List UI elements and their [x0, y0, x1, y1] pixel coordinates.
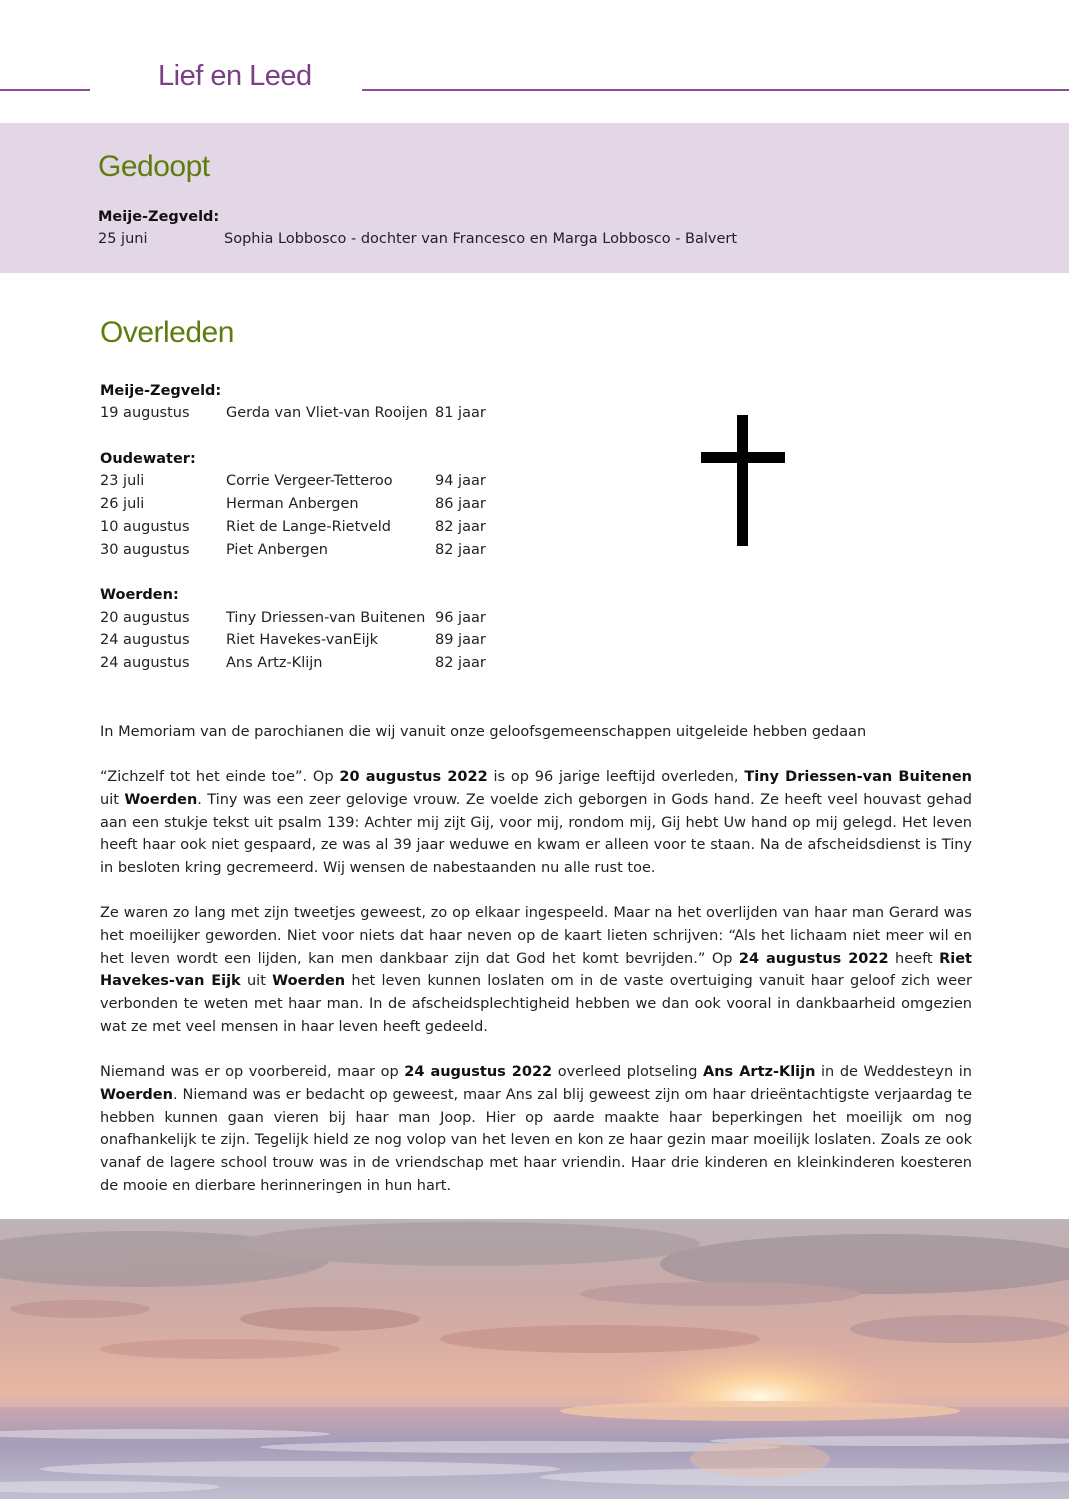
deceased-name: Ans Artz-Klijn — [226, 655, 323, 671]
deceased-date: 30 augustus — [100, 542, 190, 558]
deceased-name: Gerda van Vliet-van Rooijen — [226, 405, 428, 421]
deceased-entry — [100, 496, 520, 518]
text-run: Niemand was er op voorbereid, maar op — [100, 1064, 405, 1080]
baptized-place: Meije-Zegveld: — [98, 209, 220, 225]
text-run: is op 96 jarige leeftijd overleden, — [487, 769, 745, 785]
deceased-date: 19 augustus — [100, 405, 190, 421]
deceased-entry — [100, 473, 520, 495]
deceased-place-woerden: Woerden: — [100, 587, 179, 603]
clouds — [0, 1222, 1069, 1359]
deceased-age: 89 jaar — [435, 632, 486, 648]
deceased-name: Piet Anbergen — [226, 542, 328, 558]
text-run: . Tiny was een zeer gelovige vrouw. Ze voelde zich geborgen in Gods hand. Ze heeft veel houvast gehad aan een stukje tekst uit psalm 139: Achter mij zijt Gij, voor mij, rondom mij, Gij hebt Uw hand op mij gelegd. Het leven heeft haar ook niet gespaard, ze was al 39 jaar weduwe en kwam er alleen voor te staan. Na de afscheidsdienst is Tiny in besloten kring gecremeerd. Wij wensen de nabestaanden nu alle rust toe. — [100, 791, 973, 877]
bold-name: Tiny Driessen-van Buitenen — [744, 769, 972, 785]
text-run: “Zichzelf tot het einde toe”. Op — [100, 769, 340, 785]
bold-date: 20 augustus 2022 — [339, 769, 488, 785]
deceased-date: 23 juli — [100, 473, 145, 489]
bold-place: Woerden — [100, 1086, 173, 1103]
text-run: het leven kunnen loslaten om in de vaste overtuiging vanuit haar geloof zich weer verbonden te weten met haar man. In de afscheidsplechtigheid hebben we dan ook vooral in dankbaarheid omgezien wat ze met veel mensen in haar leven heeft gedeeld. — [100, 973, 972, 1035]
deceased-name: Corrie Vergeer-Tetteroo — [226, 473, 393, 489]
deceased-age: 82 jaar — [435, 519, 486, 535]
deceased-age: 82 jaar — [435, 655, 486, 671]
bold-place: Woerden — [272, 973, 346, 990]
text-run: Ze waren zo lang met zijn tweetjes geweest, zo op elkaar ingespeeld. Maar na het overlijden van haar man Gerard was het moeilijker geworden. Niet voor niets dat haar neven op de kaart lieten schrijven: “Als het lichaam niet meer wil en het leven wordt een lijden, kan men dankbaar zijn dat God het komt bevrijden.” Op — [100, 905, 972, 967]
sunset-sea-image — [0, 1219, 1069, 1499]
deceased-date: 24 augustus — [100, 655, 190, 671]
deceased-age: 82 jaar — [435, 542, 486, 558]
deceased-entry — [100, 542, 520, 564]
cross-horizontal-bar — [701, 452, 785, 463]
memoriam-intro: In Memoriam van de parochianen die wij vanuit onze geloofsgemeenschappen uitgeleide hebben gedaan — [100, 724, 867, 740]
deceased-name: Riet de Lange-Rietveld — [226, 519, 392, 535]
deceased-entry — [100, 655, 520, 677]
sunset-illustration — [0, 1219, 1069, 1499]
deceased-age: 96 jaar — [435, 610, 486, 626]
bold-date: 24 augustus 2022 — [404, 1064, 553, 1080]
bold-place: Woerden — [124, 791, 198, 808]
baptized-entry — [98, 231, 798, 253]
text-run: uit — [240, 973, 273, 990]
bold-name: Ans Artz-Klijn — [703, 1064, 816, 1080]
deceased-heading: Overleden — [100, 316, 234, 349]
deceased-name: Riet Havekes-vanEijk — [226, 632, 379, 648]
bold-name: Riet Havekes-van Eijk — [100, 950, 972, 990]
deceased-place-oudewater: Oudewater: — [100, 451, 196, 467]
header-rule-right — [362, 89, 1069, 91]
baptized-text: Sophia Lobbosco - dochter van Francesco en Marga Lobbosco - Balvert — [224, 231, 738, 247]
text-run: . Niemand was er bedacht op geweest, maar Ans zal blij geweest zijn om haar drieëntachtigste verjaardag te hebben kunnen gaan vieren bij haar man Joop. Hier op aarde maakte haar beperkingen het moeilijk om nog onafhankelijk te zijn. Tegelijk hield ze nog volop van het leven en kon ze haar gezin maar moeilijk loslaten. Zoals ze ook vanaf de lagere school trouw was in de vriendschap met haar vriendin. Haar drie kinderen en kleinkinderen koesteren de mooie en dierbare herinneringen in hun hart. — [100, 1086, 972, 1194]
baptized-heading: Gedoopt — [98, 150, 210, 183]
deceased-date: 10 augustus — [100, 519, 190, 535]
memoriam-paragraph-3 — [100, 1061, 972, 1198]
memoriam-paragraph-2 — [100, 902, 972, 1039]
deceased-name: Herman Anbergen — [226, 496, 359, 512]
deceased-entry — [100, 405, 520, 427]
deceased-age: 94 jaar — [435, 473, 486, 489]
deceased-name: Tiny Driessen-van Buitenen — [226, 610, 426, 626]
deceased-entry — [100, 610, 520, 632]
deceased-date: 26 juli — [100, 496, 145, 512]
deceased-age: 81 jaar — [435, 405, 486, 421]
deceased-entry — [100, 519, 520, 541]
memoriam-paragraph-1 — [100, 766, 972, 880]
deceased-date: 24 augustus — [100, 632, 190, 648]
header-rule-left — [0, 89, 90, 91]
deceased-date: 20 augustus — [100, 610, 190, 626]
bold-date: 24 augustus 2022 — [738, 950, 889, 967]
baptized-date: 25 juni — [98, 231, 148, 247]
cross-vertical-bar — [737, 415, 748, 546]
text-run: overleed plotseling — [552, 1064, 704, 1080]
text-run: in de Weddesteyn in — [815, 1064, 972, 1080]
deceased-entry — [100, 632, 520, 654]
text-run: uit — [100, 791, 125, 808]
deceased-place-meije-zegveld: Meije-Zegveld: — [100, 383, 222, 399]
section-title: Lief en Leed — [158, 60, 312, 92]
text-run: heeft — [888, 950, 940, 967]
deceased-age: 86 jaar — [435, 496, 486, 512]
